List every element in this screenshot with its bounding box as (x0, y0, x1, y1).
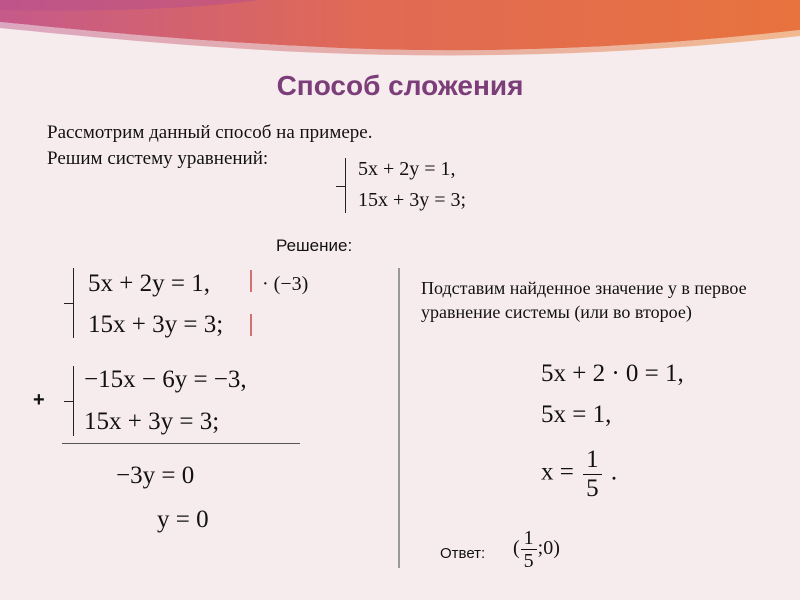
given-equation-2: 15x + 3y = 3; (358, 189, 467, 211)
substitution-equation-1: 5x + 2 · 0 = 1, (541, 360, 684, 387)
step1-equation-1: 5x + 2y = 1, (88, 270, 210, 297)
substitution-equation-2: 5x = 1, (541, 401, 612, 428)
plus-sign: + (33, 389, 45, 411)
answer-label: Ответ: (440, 545, 486, 562)
substitution-equation-3 (541, 446, 617, 502)
answer-denominator: 5 (523, 550, 534, 572)
step2-brace (73, 366, 74, 436)
step1-brace (73, 268, 74, 338)
step1-equation-2: 15x + 3y = 3; (88, 311, 224, 338)
answer-fraction (521, 527, 537, 572)
fraction-numerator: 1 (583, 446, 602, 475)
multiplier: · (−3) (262, 273, 309, 295)
fraction-one-fifth (583, 446, 602, 502)
multiplier-bar-1 (250, 270, 252, 292)
solution-label: Решение: (276, 236, 353, 255)
substitution-text: Подставим найденное значение у в первое уравнение системы (или во второе) (421, 278, 747, 322)
step2-equation-2: 15x + 3y = 3; (84, 408, 220, 435)
sum-line (62, 443, 300, 444)
answer-open-paren: ( (513, 537, 520, 560)
decorative-banner (0, 0, 800, 60)
answer-rest: ;0) (537, 537, 560, 560)
answer-numerator: 1 (521, 527, 537, 550)
column-divider (398, 268, 400, 568)
x-equals: x = (541, 458, 574, 486)
given-equation-1: 5x + 2y = 1, (358, 158, 456, 180)
step2-equation-1: −15x − 6y = −3, (84, 366, 247, 393)
intro-line-2: Решим систему уравнений: (47, 148, 269, 169)
multiplier-bar-2 (250, 314, 252, 336)
intro-line-1: Рассмотрим данный способ на примере. (47, 122, 373, 143)
slide-title: Способ сложения (276, 70, 524, 101)
sum-equation-2: y = 0 (157, 506, 209, 533)
period: . (610, 458, 618, 486)
answer-value (513, 527, 560, 572)
fraction-denominator: 5 (586, 474, 599, 502)
system-brace (345, 158, 346, 213)
sum-equation-1: −3y = 0 (116, 462, 195, 489)
